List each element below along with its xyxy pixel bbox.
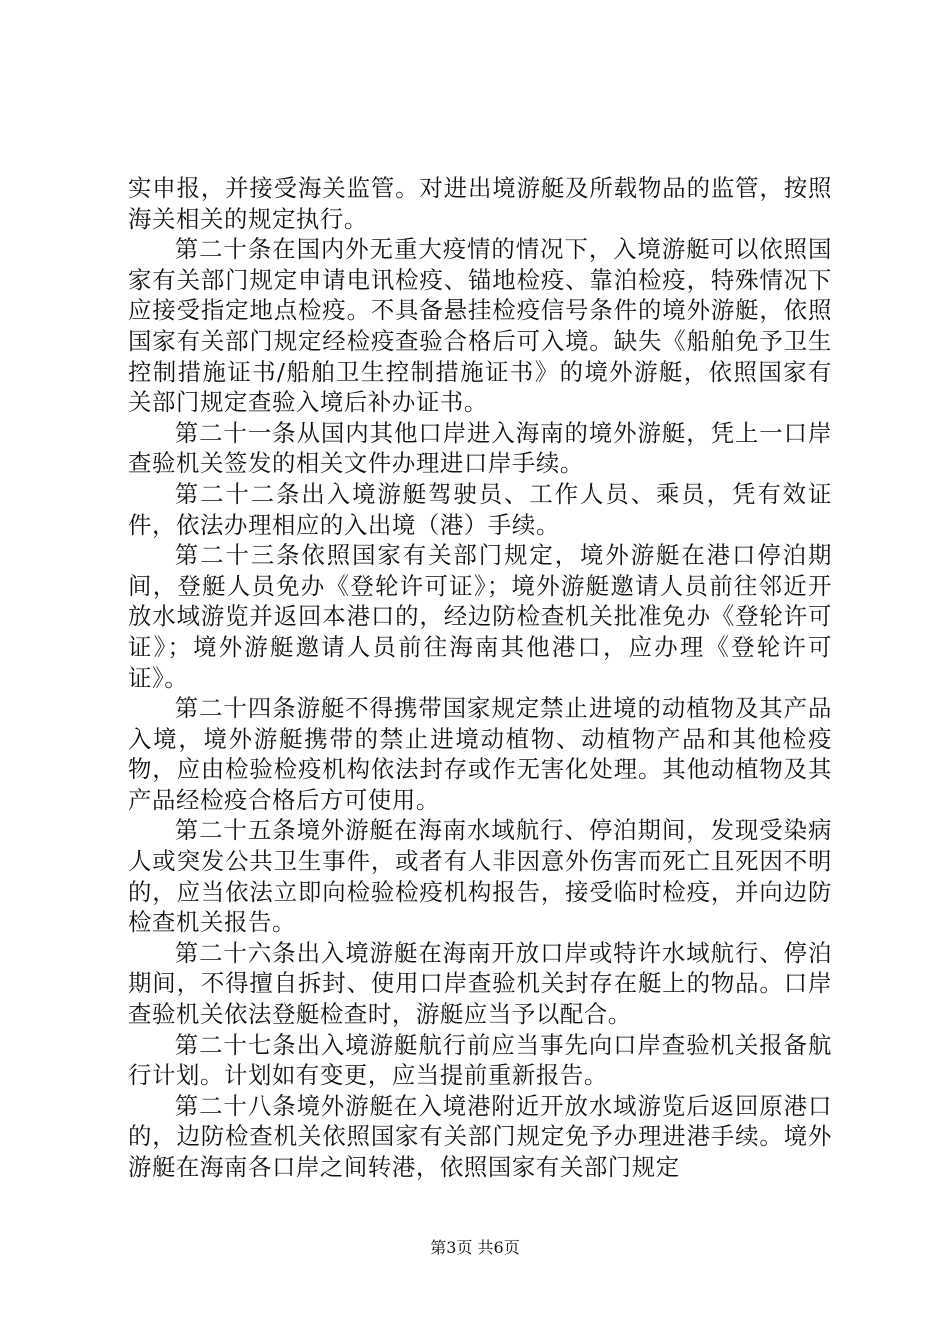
paragraph-article-23: 第二十三条依照国家有关部门规定，境外游艇在港口停泊期间，登艇人员免办《登轮许可证》；境外游艇邀请人员前往邻近开放水域游览并返回本港口的，经边防检查机关批准免办《登轮许可证》；境外游艇邀请人员前往海南其他港口，应办理《登轮许可证》。 <box>128 541 832 692</box>
paragraph-article-28: 第二十八条境外游艇在入境港附近开放水域游览后返回原港口的，边防检查机关依照国家有关部门规定免予办理进港手续。境外游艇在海南各口岸之间转港，依照国家有关部门规定 <box>128 1091 832 1181</box>
paragraph-article-26: 第二十六条出入境游艇在海南开放口岸或特许水域航行、停泊期间，不得擅自拆封、使用口岸查验机关封存在艇上的物品。口岸查验机关依法登艇检查时，游艇应当予以配合。 <box>128 938 832 1029</box>
paragraph-article-25: 第二十五条境外游艇在海南水域航行、停泊期间，发现受染病人或突发公共卫生事件，或者有人非因意外伤害而死亡且死因不明的，应当依法立即向检验检疫机构报告，接受临时检疫，并向边防检查机关报告。 <box>128 816 832 937</box>
paragraph-article-20: 第二十条在国内外无重大疫情的情况下，入境游艇可以依照国家有关部门规定申请电讯检疫、锚地检疫、靠泊检疫，特殊情况下应接受指定地点检疫。不具备悬挂检疫信号条件的境外游艇，依照国家有关部门规定经检疫查验合格后可入境。缺失《船舶免予卫生控制措施证书/船舶卫生控制措施证书》的境外游艇，依照国家有关部门规定查验入境后补办证书。 <box>128 235 832 417</box>
paragraph-article-24: 第二十四条游艇不得携带国家规定禁止进境的动植物及其产品入境，境外游艇携带的禁止进境动植物、动植物产品和其他检疫物，应由检验检疫机构依法封存或作无害化处理。其他动植物及其产品经检疫合格后方可使用。 <box>128 694 832 814</box>
document-body <box>128 173 832 1183</box>
paragraph-article-27: 第二十七条出入境游艇航行前应当事先向口岸查验机关报备航行计划。计划如有变更，应当提前重新报告。 <box>128 1030 832 1090</box>
paragraph-continuation: 实申报，并接受海关监管。对进出境游艇及所载物品的监管，按照海关相关的规定执行。 <box>128 174 832 233</box>
page-number-footer: 第3页 共6页 <box>430 1238 520 1257</box>
paragraph-article-21: 第二十一条从国内其他口岸进入海南的境外游艇，凭上一口岸查验机关签发的相关文件办理进口岸手续。 <box>128 418 832 478</box>
paragraph-article-22: 第二十二条出入境游艇驾驶员、工作人员、乘员，凭有效证件，依法办理相应的入出境（港）手续。 <box>128 479 832 539</box>
